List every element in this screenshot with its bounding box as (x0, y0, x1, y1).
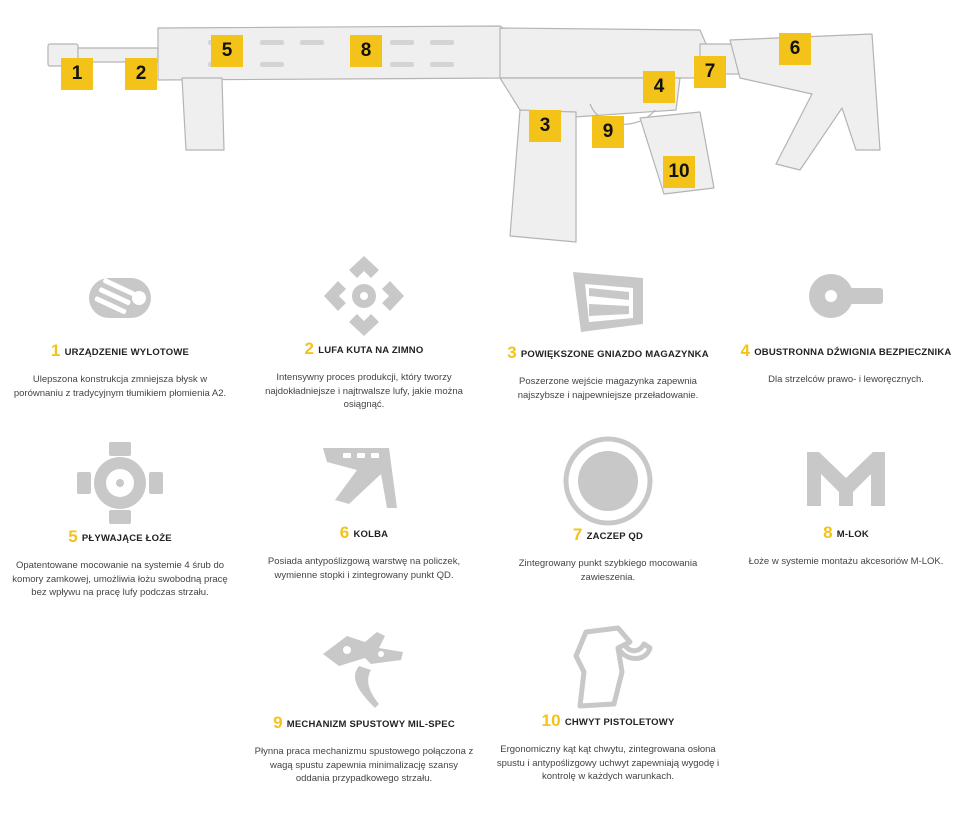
trigger-icon (319, 626, 409, 712)
muzzle-device-icon (75, 258, 165, 338)
feature-number: 2 (304, 339, 315, 358)
feature-8 (728, 448, 963, 569)
callout-10: 10 (663, 156, 695, 188)
qd-mount-icon (563, 436, 653, 526)
feature-description: Płynna praca mechanizmu spustowego połączona z wagą spustu zapewnia minimalizację szansy oddania przypadkowego strzału. (254, 746, 474, 784)
feature-description: Opatentowane mocowanie na systemie 4 śrub do komory zamkowej, umożliwia łożu swobodną pracę bez wpływu na pracę lufy podczas strzału. (12, 560, 228, 598)
feature-description: Zintegrowany punkt szybkiego mocowania zawieszenia. (518, 558, 698, 583)
feature-title: M-LOK (836, 529, 869, 540)
handguard-icon (75, 440, 165, 526)
rifle-diagram (0, 0, 963, 250)
feature-title: URZĄDZENIE WYLOTOWE (64, 347, 190, 358)
feature-description: Posiada antypoślizgową warstwę na policzek, wymienne stopki i zintegrowany punkt QD. (267, 556, 461, 581)
feature-number: 5 (68, 527, 78, 546)
feature-7 (490, 436, 726, 584)
feature-number: 8 (823, 523, 833, 542)
feature-title: OBUSTRONNA DŹWIGNIA BEZPIECZNIKA (754, 347, 952, 358)
callout-9: 9 (592, 116, 624, 148)
feature-title: MECHANIZM SPUSTOWY MIL-SPEC (286, 719, 455, 730)
feature-description: Ulepszona konstrukcja zmniejsza błysk w porównaniu z tradycyjnym tłumikiem płomienia A2. (13, 374, 227, 399)
feature-description: Intensywny proces produkcji, który tworzy najdokładniejsze i najtrwalsze lufy, jakie można osiągnąć. (265, 372, 463, 410)
callout-2: 2 (125, 58, 157, 90)
callout-7: 7 (694, 56, 726, 88)
callout-4: 4 (643, 71, 675, 103)
feature-5 (2, 440, 238, 600)
callout-1: 1 (61, 58, 93, 90)
feature-number: 3 (507, 343, 517, 362)
mlok-icon (801, 448, 891, 518)
feature-title: PŁYWAJĄCE ŁOŻE (81, 533, 172, 544)
feature-description: Poszerzone wejście magazynka zapewnia najszybsze i najpewniejsze przeładowanie. (517, 376, 699, 401)
feature-number: 6 (339, 523, 350, 542)
feature-2 (246, 254, 482, 412)
feature-description: Dla strzelców prawo- i leworęcznych. (768, 374, 924, 385)
feature-3 (490, 264, 726, 402)
feature-description: Ergonomiczny kąt kąt chwytu, zintegrowana osłona spustu i antypoślizgowy uchwyt zapewniają wygodę i kontrolę w każdych warunkach. (496, 744, 720, 782)
feature-4 (728, 262, 963, 387)
safety-selector-icon (801, 262, 891, 338)
callout-8: 8 (350, 35, 382, 67)
feature-1 (2, 258, 238, 400)
feature-6 (246, 444, 482, 582)
feature-title: CHWYT PISTOLETOWY (564, 717, 675, 728)
feature-number: 4 (740, 341, 751, 360)
feature-title: LUFA KUTA NA ZIMNO (318, 345, 424, 356)
callout-6: 6 (779, 33, 811, 65)
barrel-icon (319, 254, 409, 338)
callout-3: 3 (529, 110, 561, 142)
feature-number: 7 (572, 525, 583, 544)
stock-icon (319, 444, 409, 520)
feature-title: POWIĘKSZONE GNIAZDO MAGAZYNKA (520, 349, 709, 360)
feature-number: 9 (273, 713, 283, 732)
feature-10 (490, 622, 726, 784)
feature-title: ZACZEP QD (586, 531, 644, 542)
feature-title: KOLBA (353, 529, 389, 540)
rifle-illustration (0, 0, 963, 250)
feature-description: Łoże w systemie montażu akcesoriów M-LOK. (748, 556, 944, 567)
feature-number: 10 (541, 711, 561, 730)
pistol-grip-icon (558, 622, 658, 712)
magwell-icon (563, 264, 653, 340)
callout-5: 5 (211, 35, 243, 67)
feature-number: 1 (50, 341, 61, 360)
feature-9 (246, 626, 482, 786)
